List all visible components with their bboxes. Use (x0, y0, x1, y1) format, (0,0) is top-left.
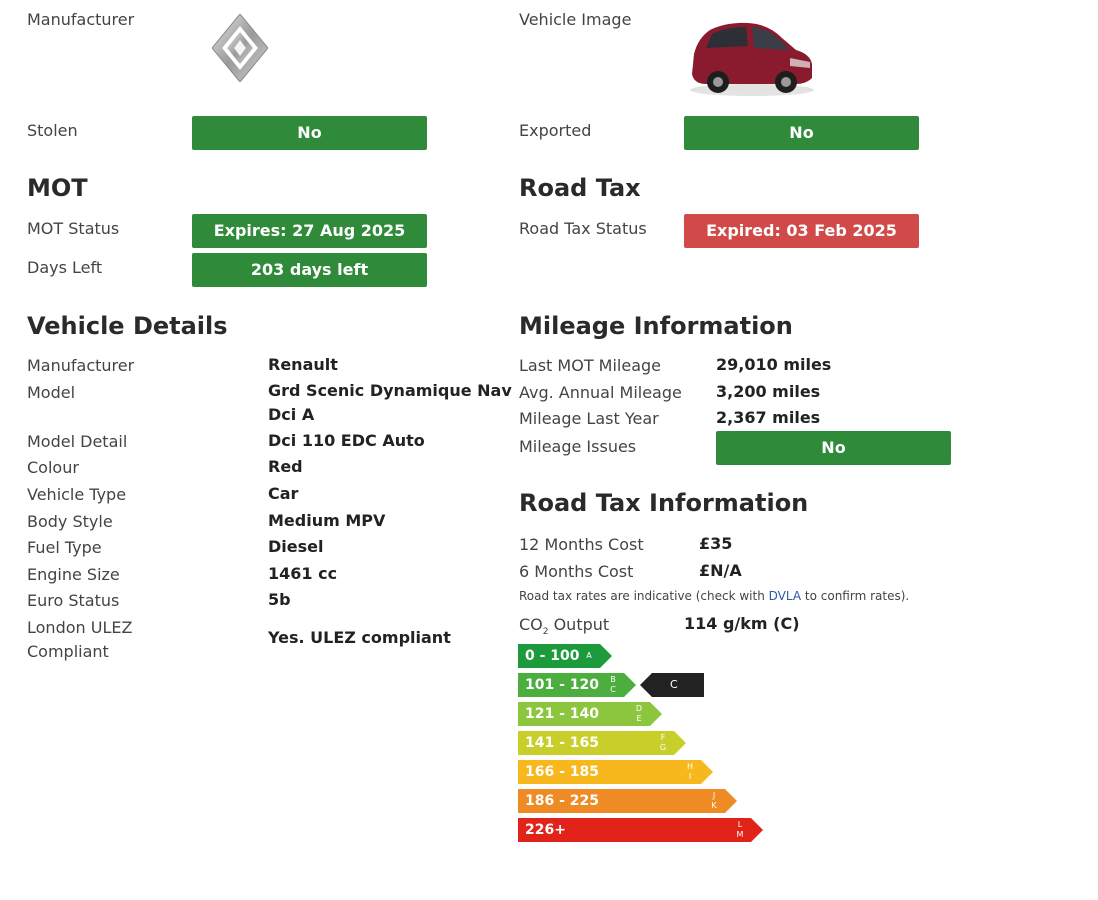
mot-status-badge: Expires: 27 Aug 2025 (192, 214, 427, 248)
detail-value: 5b (268, 590, 291, 609)
detail-label: Euro Status (27, 591, 120, 610)
exported-label: Exported (519, 121, 592, 140)
manufacturer-logo-label: Manufacturer (27, 10, 135, 29)
dvla-link[interactable]: DVLA (768, 589, 802, 603)
co2-band (518, 673, 636, 697)
co2-band-letters: H I (686, 762, 693, 781)
vehicle-image (686, 18, 818, 102)
stolen-label: Stolen (27, 121, 78, 140)
tax-cost-label: 6 Months Cost (519, 562, 634, 581)
detail-label: Model (27, 383, 76, 402)
detail-label-continued: Compliant (27, 642, 109, 661)
co2-band (518, 702, 662, 726)
days-left-badge: 203 days left (192, 253, 427, 287)
co2-band-range: 0 - 100 (525, 648, 580, 664)
detail-label: Body Style (27, 512, 113, 531)
co2-band-range: 101 - 120 (525, 677, 600, 693)
road-tax-status-label: Road Tax Status (519, 219, 647, 238)
detail-value: Yes. ULEZ compliant (268, 628, 451, 647)
road-tax-heading: Road Tax (519, 174, 641, 202)
detail-value: Red (268, 457, 303, 476)
tax-cost-label: 12 Months Cost (519, 535, 644, 554)
detail-label: London ULEZ (27, 618, 133, 637)
detail-label: Manufacturer (27, 356, 135, 375)
detail-value: Dci 110 EDC Auto (268, 431, 425, 450)
co2-band-marker (640, 673, 704, 697)
co2-band-letters: L M (736, 820, 744, 839)
detail-value: Car (268, 484, 299, 503)
mileage-label: Mileage Last Year (519, 409, 659, 428)
co2-band (518, 760, 713, 784)
mileage-heading: Mileage Information (519, 312, 793, 340)
co2-band (518, 644, 612, 668)
co2-band (518, 731, 686, 755)
mot-heading: MOT (27, 174, 88, 202)
mot-status-label: MOT Status (27, 219, 120, 238)
road-tax-status-badge: Expired: 03 Feb 2025 (684, 214, 919, 248)
stolen-status-badge: No (192, 116, 427, 150)
co2-band-marker-label: C (670, 678, 678, 691)
renault-logo-icon (212, 14, 268, 86)
mileage-label: Last MOT Mileage (519, 356, 662, 375)
co2-band-range: 186 - 225 (525, 793, 600, 809)
days-left-label: Days Left (27, 258, 103, 277)
co2-band-range: 226+ (525, 822, 566, 838)
mileage-issues-label: Mileage Issues (519, 437, 637, 456)
mileage-value: 2,367 miles (716, 408, 821, 427)
disclaimer-text-end: to confirm rates). (801, 589, 910, 603)
vehicle-details-heading: Vehicle Details (27, 312, 228, 340)
co2-band-letters: B C (610, 675, 616, 694)
detail-value: Diesel (268, 537, 324, 556)
detail-value-continued: Dci A (268, 405, 315, 424)
co2-band-range: 141 - 165 (525, 735, 600, 751)
co2-output-label: $CO_2$ Output (519, 615, 610, 638)
detail-value: Grd Scenic Dynamique Nav (268, 381, 512, 400)
co2-band-range: 121 - 140 (525, 706, 600, 722)
mileage-issues-badge: No (716, 431, 951, 465)
co2-band-letters: F G (659, 733, 667, 752)
detail-value: 1461 cc (268, 564, 338, 583)
detail-label: Fuel Type (27, 538, 102, 557)
co2-band-letters: J K (711, 791, 717, 810)
road-tax-disclaimer (519, 589, 909, 603)
detail-label: Colour (27, 458, 79, 477)
vehicle-image-label: Vehicle Image (519, 10, 632, 29)
detail-label: Model Detail (27, 432, 128, 451)
co2-band-letters: A (586, 651, 592, 660)
co2-band (518, 818, 763, 842)
co2-band-letters: D E (635, 704, 643, 723)
detail-label: Engine Size (27, 565, 120, 584)
tax-cost-value: £N/A (699, 561, 742, 580)
exported-status-badge: No (684, 116, 919, 150)
tax-cost-value: £35 (699, 534, 733, 553)
disclaimer-text: Road tax rates are indicative (check with (519, 589, 769, 603)
co2-output-value: 114 g/km (C) (684, 614, 800, 633)
mileage-label: Avg. Annual Mileage (519, 383, 682, 402)
detail-label: Vehicle Type (27, 485, 127, 504)
road-tax-info-heading: Road Tax Information (519, 489, 809, 517)
detail-value: Renault (268, 355, 338, 374)
co2-band (518, 789, 737, 813)
mileage-value: 29,010 miles (716, 355, 832, 374)
mileage-value: 3,200 miles (716, 382, 821, 401)
co2-band-range: 166 - 185 (525, 764, 600, 780)
detail-value: Medium MPV (268, 511, 386, 530)
